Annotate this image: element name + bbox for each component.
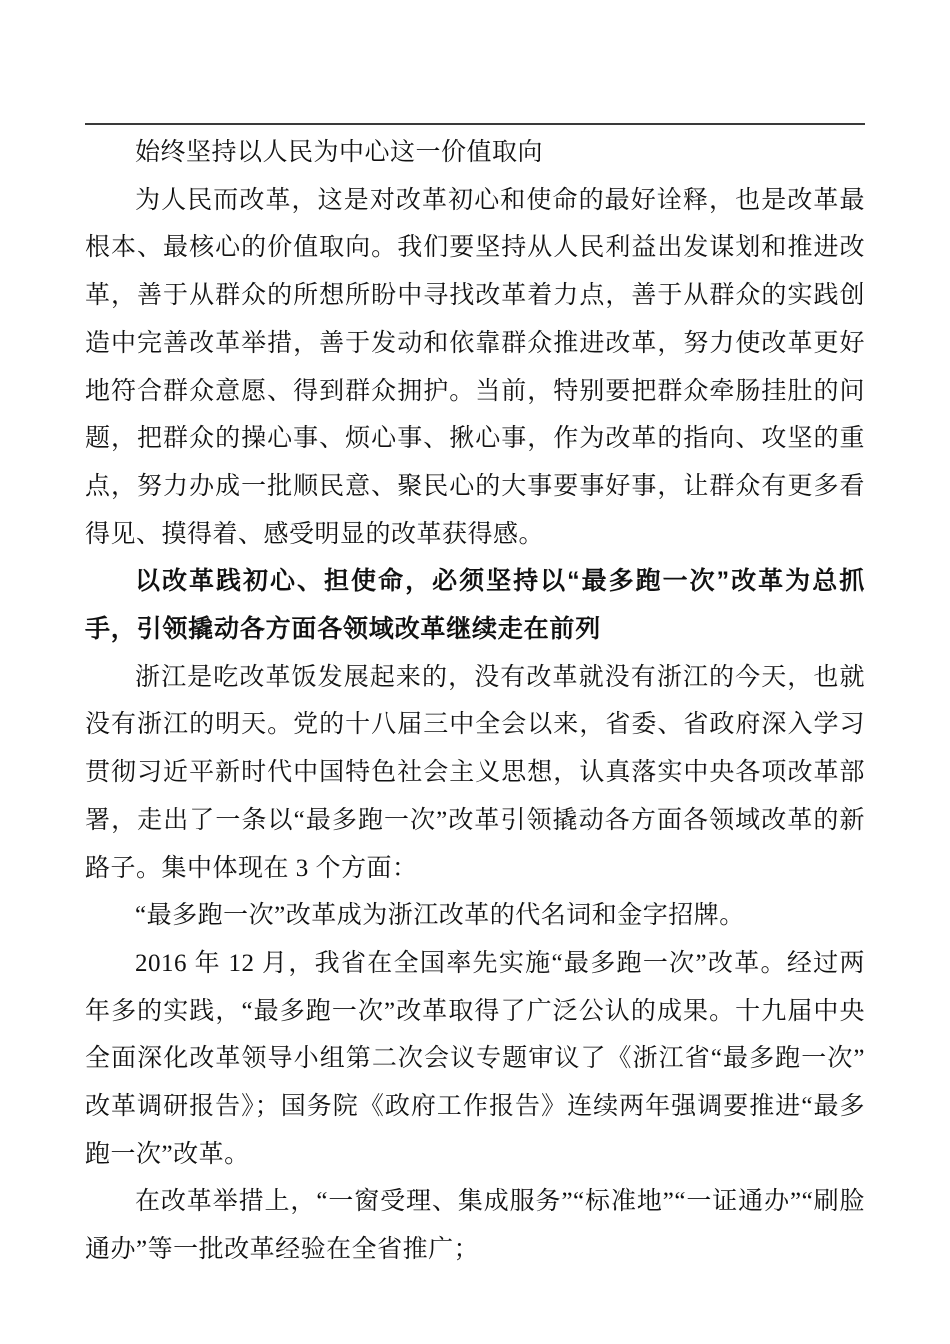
paragraph-body: 2016 年 12 月，我省在全国率先实施“最多跑一次”改革。经过两年多的实践，“最多跑一次”改革取得了广泛公认的成果。十九届中央全面深化改革领导小组第二次会议专题审议了《浙江省“最多跑一次”改革调研报告》；国务院《政府工作报告》连续两年强调要推进“最多跑一次”改革。 (85, 949, 865, 1168)
paragraph-body: 浙江是吃改革饭发展起来的，没有改革就没有浙江的今天，也就没有浙江的明天。党的十八届三中全会以来，省委、省政府深入学习贯彻习近平新时代中国特色社会主义思想，认真落实中央各项改革部署，走出了一条以“最多跑一次”改革引领撬动各方面各领域改革的新路子。集中体现在 3 个方面： (85, 663, 865, 882)
paragraph-bold-heading: 以改革践初心、担使命，必须坚持以“最多跑一次”改革为总抓手，引领撬动各方面各领域改革继续走在前列 (85, 567, 865, 644)
paragraph-body: “最多跑一次”改革成为浙江改革的代名词和金字招牌。 (135, 902, 745, 930)
header-rule (85, 123, 865, 125)
paragraph-section-title: 始终坚持以人民为中心这一价值取向 (135, 139, 544, 166)
page-content (85, 123, 865, 1274)
paragraph-body: 在改革举措上，“一窗受理、集成服务”“标准地”“一证通办”“刷脸通办”等一批改革经验在全省推广； (85, 1188, 865, 1264)
paragraph-body: 为人民而改革，这是对改革初心和使命的最好诠释，也是改革最根本、最核心的价值取向。我们要坚持从人民利益出发谋划和推进改革，善于从群众的所想所盼中寻找改革着力点，善于从群众的实践创造中完善改革举措，善于发动和依靠群众推进改革，努力使改革更好地符合群众意愿、得到群众拥护。当前，特别要把群众牵肠挂肚的问题，把群众的操心事、烦心事、揪心事，作为改革的指向、攻坚的重点，努力办成一批顺民意、聚民心的大事要事好事，让群众有更多看得见、摸得着、感受明显的改革获得感。 (85, 186, 865, 548)
